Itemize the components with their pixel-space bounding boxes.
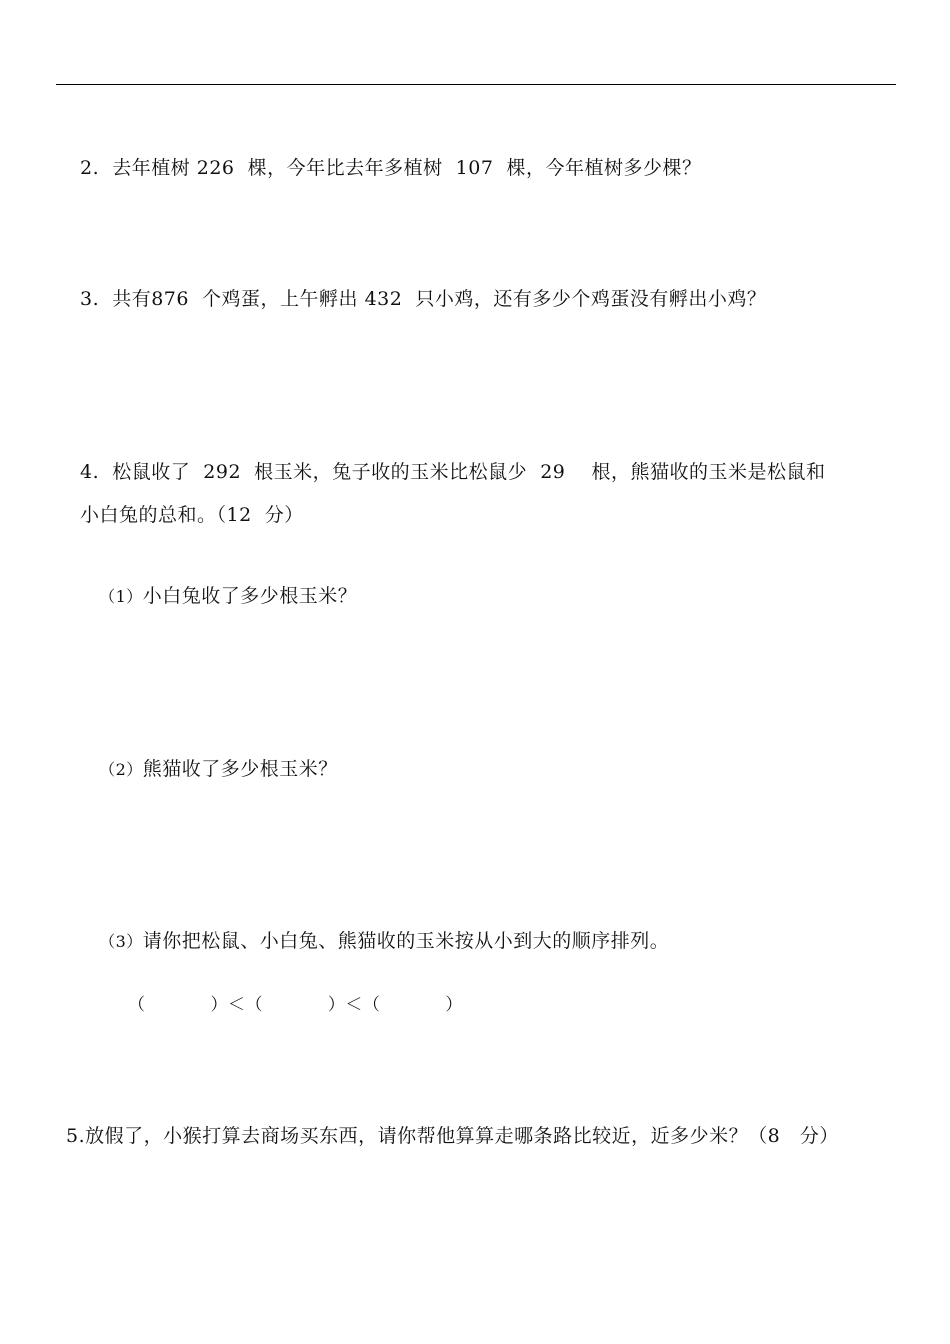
- question-4-line-2: 小白兔的总和。（12 分）: [80, 504, 304, 526]
- question-3: 3. 共有876 个鸡蛋，上午孵出 432 只小鸡，还有多少个鸡蛋没有孵出小鸡？: [80, 288, 767, 310]
- question-4-line-1: 4. 松鼠收了 292 根玉米，兔子收的玉米比松鼠少 29 根，熊猫收的玉米是松鼠和: [80, 461, 826, 483]
- sub-question-text: 熊猫收了多少根玉米？: [142, 758, 338, 780]
- sub-question-number: （1）: [99, 587, 143, 606]
- question-2: 2. 去年植树 226 棵，今年比去年多植树 107 棵，今年植树多少棵？: [80, 157, 702, 179]
- question-4-sub-2: [86, 733, 338, 782]
- order-answer-blanks[interactable]: （ ）＜（ ）＜（ ）: [128, 995, 463, 1015]
- sub-question-text: 请你把松鼠、小白兔、熊猫收的玉米按从小到大的顺序排列。: [142, 930, 670, 952]
- sub-question-number: （2）: [99, 760, 143, 779]
- sub-question-number: （3）: [99, 932, 143, 951]
- question-4-sub-1: [86, 560, 357, 609]
- question-4-sub-3: [86, 905, 669, 954]
- sub-question-text: 小白兔收了多少根玉米？: [142, 585, 358, 607]
- question-5: 5.放假了，小猴打算去商场买东西，请你帮他算算走哪条路比较近，近多少米？（8 分）: [66, 1125, 839, 1147]
- header-rule: [56, 84, 896, 85]
